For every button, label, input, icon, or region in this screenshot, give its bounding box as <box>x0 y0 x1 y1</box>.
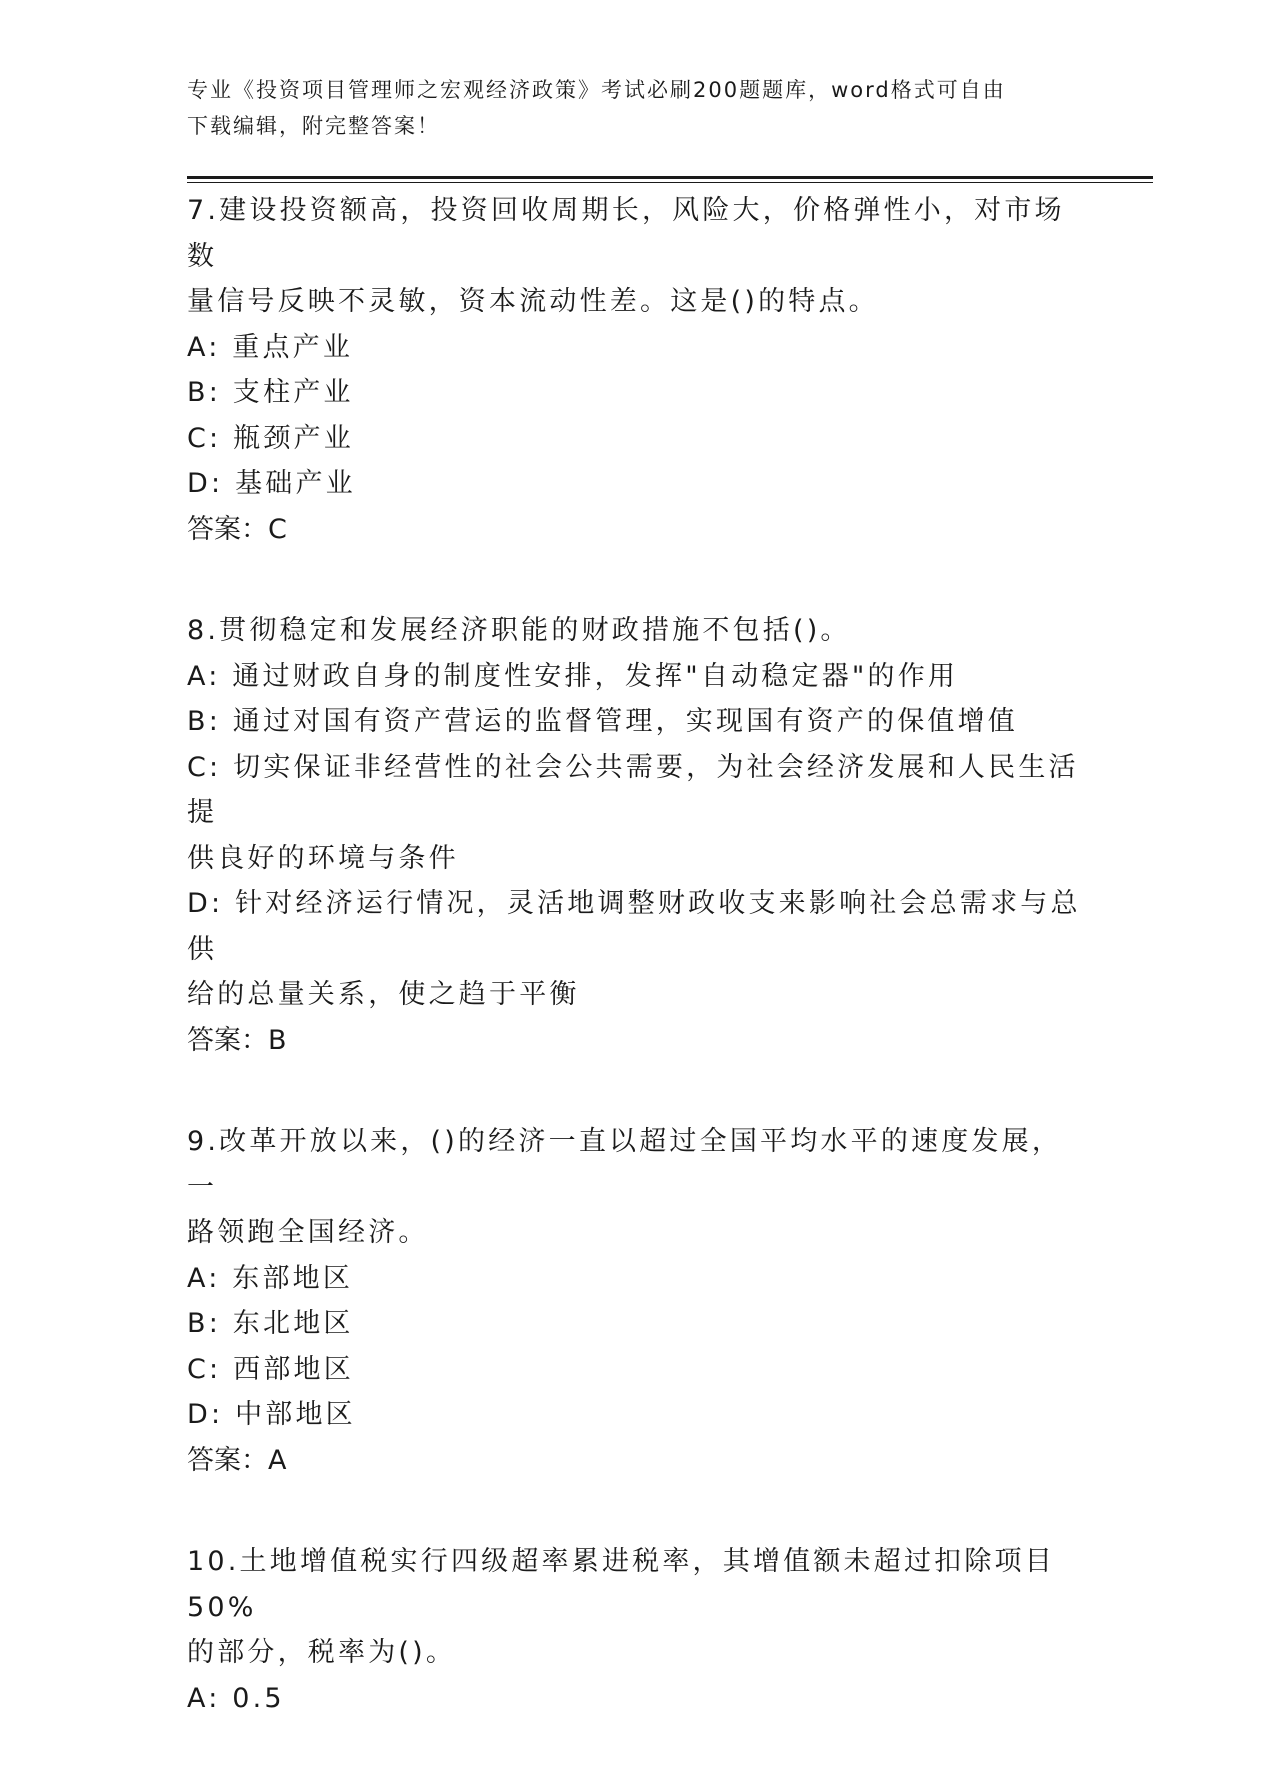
answer-option-line: D: 中部地区 <box>187 1399 356 1430</box>
question-block <box>187 188 1087 552</box>
answer-line <box>187 1018 1087 1064</box>
answer-option-line: D: 基础产业 <box>187 468 356 499</box>
answer-label: 答案： <box>187 513 268 545</box>
document-header <box>187 72 1087 144</box>
answer-option-line: D: 针对经济运行情况，灵活地调整财政收支来影响社会总需求与总供 <box>187 888 1081 965</box>
answer-option-line: C: 瓶颈产业 <box>187 422 354 454</box>
answer-label: 答案： <box>187 1444 268 1476</box>
question-block <box>187 1119 1087 1483</box>
answer-option-line: B: 东北地区 <box>187 1308 354 1339</box>
question-stem-line: 9.改革开放以来，()的经济一直以超过全国平均水平的速度发展，一 <box>187 1126 1063 1203</box>
question-block <box>187 608 1087 1063</box>
question-block <box>187 1539 1087 1721</box>
answer-line <box>187 1438 1087 1484</box>
answer-option-line: 给的总量关系，使之趋于平衡 <box>187 979 580 1010</box>
answer-option-line: B: 通过对国有资产营运的监督管理，实现国有资产的保值增值 <box>187 706 1019 737</box>
answer-option-line: 供良好的环境与条件 <box>187 842 459 874</box>
answer-option-line: C: 西部地区 <box>187 1353 354 1385</box>
answer-line <box>187 507 1087 553</box>
answer-value: B <box>268 1024 287 1056</box>
answer-value: C <box>268 513 287 545</box>
header-line-1: 专业《投资项目管理师之宏观经济政策》考试必刷200题题库，word格式可自由 <box>187 78 1006 102</box>
question-stem-line: 7.建设投资额高，投资回收周期长，风险大，价格弹性小，对市场数 <box>187 195 1065 272</box>
answer-value: A <box>268 1444 287 1476</box>
answer-option-line: A: 重点产业 <box>187 331 354 363</box>
question-stem-line: 8.贯彻稳定和发展经济职能的财政措施不包括()。 <box>187 615 851 646</box>
answer-option-line: C: 切实保证非经营性的社会公共需要，为社会经济发展和人民生活提 <box>187 751 1079 828</box>
answer-option-line: A: 0.5 <box>187 1682 285 1714</box>
question-stem-line: 路领跑全国经济。 <box>187 1217 429 1248</box>
answer-option-line: A: 东部地区 <box>187 1262 354 1294</box>
question-stem-line: 10.土地增值税实行四级超率累进税率，其增值额未超过扣除项目50% <box>187 1546 1055 1623</box>
header-divider-thick <box>187 176 1153 179</box>
question-list <box>187 188 1087 1777</box>
question-stem-line: 的部分，税率为()。 <box>187 1637 457 1668</box>
header-line-2: 下载编辑，附完整答案！ <box>187 114 440 138</box>
header-divider-thin <box>187 182 1153 183</box>
question-stem-line: 量信号反映不灵敏，资本流动性差。这是()的特点。 <box>187 286 879 317</box>
answer-label: 答案： <box>187 1024 268 1056</box>
answer-option-line: B: 支柱产业 <box>187 377 354 408</box>
answer-option-line: A: 通过财政自身的制度性安排，发挥"自动稳定器"的作用 <box>187 660 959 692</box>
